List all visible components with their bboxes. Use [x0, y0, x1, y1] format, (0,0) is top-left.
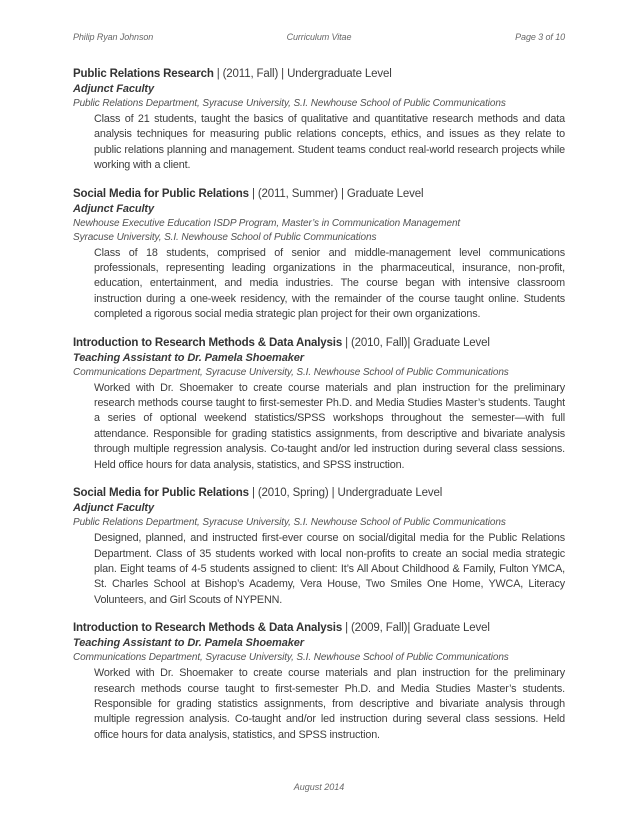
course-entry-social-media-pr-2011	[73, 187, 565, 323]
course-meta: | (2011, Summer) | Graduate Level	[248, 187, 424, 200]
course-description: Worked with Dr. Shoemaker to create course materials and plan instruction for the preliminary research methods course taught to first-semester Ph.D. and Media Studies Master’s students. Responsible for grading statistics assignments, from descriptive and bivariate analysis through multiple regression analysis. Co-taught and/or led instruction during several class sessions. Held office hours for data analysis, statistics, and SPSS instruction.	[94, 667, 565, 741]
course-meta: | (2010, Spring) | Undergraduate Level	[248, 487, 443, 500]
header-author-name: Philip Ryan Johnson	[73, 32, 154, 42]
course-meta: | (2011, Fall) | Undergraduate Level	[213, 68, 392, 80]
course-title-line	[73, 486, 565, 501]
course-name: Social Media for Public Relations	[73, 487, 249, 500]
organization-line-2: Syracuse University, S.I. Newhouse School of Public Communications	[73, 231, 377, 243]
course-description: Class of 18 students, comprised of senior and middle-management level communications professionals, representing leading organizations in the pharmaceutical, insurance, non-profit, education, entertainment, and media industries. The course began with intensive classroom instruction during a one-week residency, with the remainder of the course taught online. Students completed a rigorous social media strategic plan project for their own organizations.	[94, 246, 565, 321]
header-document-title: Curriculum Vitae	[286, 32, 352, 42]
course-description: Designed, planned, and instructed first-ever course on social/digital media for the Public Relations Department. Class of 35 students worked with local non-profits to create an social media strategic plan. Eight teams of 4-5 students assigned to client: It’s All About Childhood & Family, Fulton YMCA, St. Charles School at Bishop’s Academy, Vera House, Two Smiles One Home, YWCA, Literacy Volunteers, and Girl Scouts of NYPENN.	[94, 532, 565, 606]
course-entry-research-methods-2009	[73, 621, 565, 743]
course-title-line	[73, 187, 565, 202]
position-title: Adjunct Faculty	[73, 502, 155, 515]
organization-line: Communications Department, Syracuse University, S.I. Newhouse School of Public Communications	[73, 652, 509, 664]
course-entry-public-relations-research-2011	[73, 67, 565, 174]
position-title: Teaching Assistant to Dr. Pamela Shoemaker	[73, 637, 304, 650]
page-footer	[0, 782, 638, 792]
course-name: Introduction to Research Methods & Data Analysis	[73, 622, 343, 635]
organization-line: Newhouse Executive Education ISDP Program, Master’s in Communication Management	[73, 217, 461, 229]
course-name: Social Media for Public Relations	[73, 187, 249, 200]
organization-line: Public Relations Department, Syracuse University, S.I. Newhouse School of Public Communications	[73, 98, 506, 109]
organization-line: Public Relations Department, Syracuse University, S.I. Newhouse School of Public Communications	[73, 517, 506, 529]
course-title-line	[73, 621, 565, 636]
page-header	[73, 32, 565, 42]
course-entry-social-media-pr-2010	[73, 486, 565, 608]
course-name: Public Relations Research	[73, 68, 214, 80]
position-title: Adjunct Faculty	[73, 83, 155, 95]
course-meta: | (2009, Fall)| Graduate Level	[342, 622, 490, 635]
header-page-number: Page 3 of 10	[515, 32, 565, 42]
course-description: Class of 21 students, taught the basics of qualitative and quantitative research methods and data analysis techniques for measuring public relations concepts, ethics, and issues as they relate to public relations planning and management. Student teams conduct real-world research projects while working with a client.	[94, 113, 565, 172]
position-title: Adjunct Faculty	[73, 202, 155, 215]
footer-date: August 2014	[293, 782, 345, 792]
course-description: Worked with Dr. Shoemaker to create course materials and plan instruction for the preliminary research methods course taught to first-semester Ph.D. and Media Studies Master’s students. Taught a series of optional weekend statistics/SPSS workshops throughout the semester—with full attendance. Responsible for grading statistics assignments, from descriptive and bivariate analysis through multiple regression analysis. Co-taught and/or led instruction during several class sessions. Held office hours for data analysis, statistics, and SPSS instruction.	[94, 381, 565, 471]
position-title: Teaching Assistant to Dr. Pamela Shoemaker	[73, 351, 304, 364]
course-meta: | (2010, Fall)| Graduate Level	[342, 336, 490, 349]
course-name: Introduction to Research Methods & Data Analysis	[73, 336, 343, 349]
course-title-line	[73, 67, 565, 82]
cv-content	[73, 67, 565, 743]
organization-line: Communications Department, Syracuse University, S.I. Newhouse School of Public Communications	[73, 366, 509, 378]
course-title-line	[73, 336, 565, 351]
course-entry-research-methods-2010	[73, 336, 565, 473]
